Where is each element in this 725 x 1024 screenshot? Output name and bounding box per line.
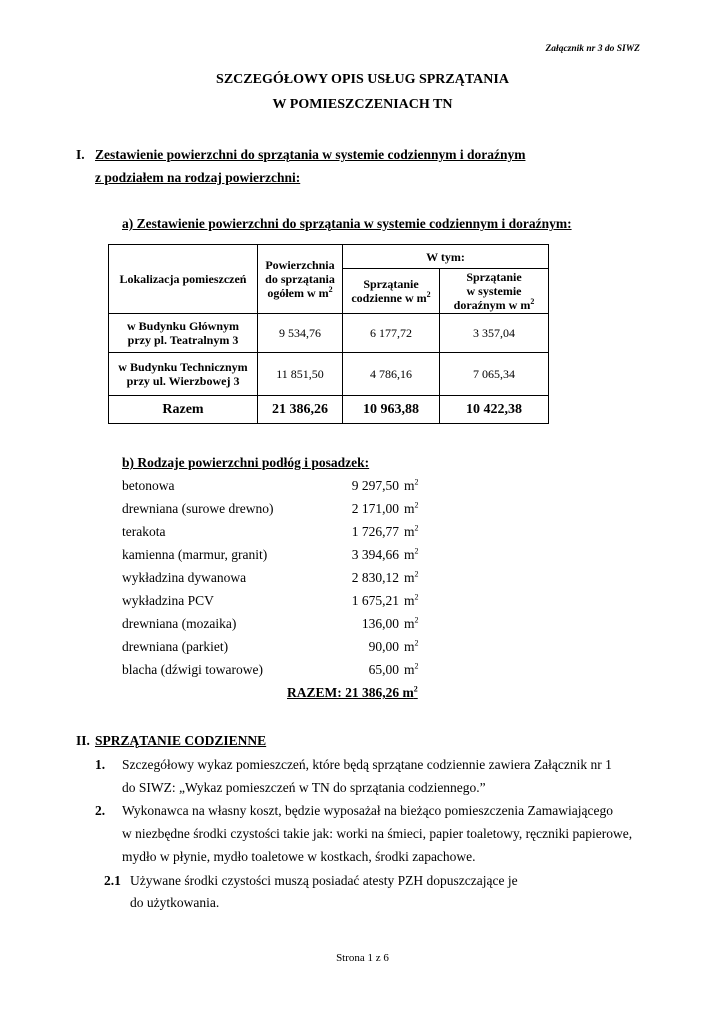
section2-number: II. xyxy=(76,733,90,748)
row1-daily: 6 177,72 xyxy=(343,314,440,353)
floor-type-label: drewniana (surowe drewno) xyxy=(122,501,274,516)
header-adhoc-line1: Sprzątanie xyxy=(466,270,522,284)
unit-sup: 2 xyxy=(414,546,419,556)
header-daily xyxy=(343,269,440,314)
unit-text: m xyxy=(404,593,415,608)
floors-total-sup: 2 xyxy=(413,684,418,694)
header-wtym xyxy=(343,245,549,269)
floor-type-label: wykładzina dywanowa xyxy=(122,570,247,585)
unit-sup: 2 xyxy=(414,523,419,533)
table-row xyxy=(109,353,549,396)
floor-type-label: drewniana (mozaika) xyxy=(122,616,237,631)
header-daily-line2: codzienne w m xyxy=(351,291,427,305)
sum-daily: 10 963,88 xyxy=(343,396,440,424)
p2-line1: Wykonawca na własny koszt, będzie wyposażał na bieżąco pomieszczenia Zamawiającego xyxy=(122,803,613,818)
header-location-text: Lokalizacja pomieszczeń xyxy=(119,272,247,286)
unit-text: m xyxy=(404,662,415,677)
page-footer: Strona 1 z 6 xyxy=(336,952,389,964)
floor-type-value: 3 394,66 xyxy=(351,547,399,562)
section1-number: I. xyxy=(76,147,85,162)
floor-type-unit xyxy=(404,524,419,540)
unit-text: m xyxy=(404,501,415,516)
sum-total: 21 386,26 xyxy=(258,396,343,424)
header-daily-line1: Sprzątanie xyxy=(363,277,419,291)
unit-text: m xyxy=(404,524,415,539)
p21-line1: Używane środki czystości muszą posiadać atesty PZH dopuszczające je xyxy=(130,873,518,888)
p21-line2: do użytkowania. xyxy=(130,895,220,910)
unit-sup: 2 xyxy=(414,500,419,510)
floors-total-text: RAZEM: 21 386,26 m xyxy=(287,685,414,700)
header-total-line2: do sprzątania xyxy=(265,272,335,286)
floor-type-value: 1 675,21 xyxy=(351,593,399,608)
p1-line1: Szczegółowy wykaz pomieszczeń, które będą sprzątane codziennie zawiera Załącznik nr 1 xyxy=(122,757,612,772)
floor-type-label: drewniana (parkiet) xyxy=(122,639,229,654)
header-daily-sup: 2 xyxy=(426,290,431,299)
section1-heading-line2: z podziałem na rodzaj powierzchni: xyxy=(95,170,301,185)
floor-type-value: 65,00 xyxy=(368,662,399,677)
floor-type-value: 1 726,77 xyxy=(351,524,399,539)
floor-type-label: betonowa xyxy=(122,478,175,493)
header-location xyxy=(109,245,258,314)
subsection-b-heading: b) Rodzaje powierzchni podłóg i posadzek: xyxy=(122,455,370,470)
unit-sup: 2 xyxy=(414,615,419,625)
row2-total: 11 851,50 xyxy=(258,353,343,396)
header-wtym-text: W tym: xyxy=(426,249,465,264)
floors-total xyxy=(287,685,418,701)
unit-text: m xyxy=(404,639,415,654)
header-adhoc-sup: 2 xyxy=(530,297,535,306)
floor-type-value: 2 830,12 xyxy=(351,570,399,585)
document-title-line2: W POMIESZCZENIACH TN xyxy=(272,97,453,112)
surface-table xyxy=(108,244,549,424)
floor-type-unit xyxy=(404,616,419,632)
unit-sup: 2 xyxy=(414,661,419,671)
unit-sup: 2 xyxy=(414,638,419,648)
row1-location-line2: przy pl. Teatralnym 3 xyxy=(127,333,239,347)
row2-location-line2: przy ul. Wierzbowej 3 xyxy=(126,374,240,388)
row2-daily: 4 786,16 xyxy=(343,353,440,396)
p1-line2: do SIWZ: „Wykaz pomieszczeń w TN do sprzątania codziennego.” xyxy=(122,780,486,795)
header-total-sup: 2 xyxy=(328,285,333,294)
row1-adhoc: 3 357,04 xyxy=(440,314,549,353)
floor-type-label: blacha (dźwigi towarowe) xyxy=(122,662,263,677)
header-total-line3: ogółem w m xyxy=(267,286,329,300)
row2-location xyxy=(109,353,258,396)
header-adhoc-line3: doraźnym w m xyxy=(453,298,531,312)
floor-type-unit xyxy=(404,501,419,517)
header-total xyxy=(258,245,343,314)
subsection-a-heading: a) Zestawienie powierzchni do sprzątania w systemie codziennym i doraźnym: xyxy=(122,216,572,231)
floor-type-label: wykładzina PCV xyxy=(122,593,214,608)
p2-number: 2. xyxy=(95,803,106,818)
unit-text: m xyxy=(404,547,415,562)
floor-type-value: 90,00 xyxy=(368,639,399,654)
floor-type-value: 2 171,00 xyxy=(351,501,399,516)
floor-type-unit xyxy=(404,639,419,655)
section2-heading: SPRZĄTANIE CODZIENNE xyxy=(95,733,267,748)
floor-type-unit xyxy=(404,662,419,678)
header-total-line1: Powierzchnia xyxy=(265,258,335,272)
floor-type-label: kamienna (marmur, granit) xyxy=(122,547,268,562)
section1-heading-line1: Zestawienie powierzchni do sprzątania w systemie codziennym i doraźnym xyxy=(95,147,526,162)
row1-location-line1: w Budynku Głównym xyxy=(126,319,240,333)
header-adhoc xyxy=(440,269,549,314)
row2-adhoc: 7 065,34 xyxy=(440,353,549,396)
document-title-line1: SZCZEGÓŁOWY OPIS USŁUG SPRZĄTANIA xyxy=(216,72,509,87)
header-adhoc-line2: w systemie xyxy=(466,284,522,298)
sum-label: Razem xyxy=(109,396,258,424)
floor-type-unit xyxy=(404,570,419,586)
floor-type-unit xyxy=(404,547,419,563)
unit-sup: 2 xyxy=(414,569,419,579)
row1-location xyxy=(109,314,258,353)
sum-adhoc: 10 422,38 xyxy=(440,396,549,424)
floor-type-value: 9 297,50 xyxy=(351,478,399,493)
unit-text: m xyxy=(404,478,415,493)
row1-total: 9 534,76 xyxy=(258,314,343,353)
floor-type-unit xyxy=(404,593,419,609)
unit-text: m xyxy=(404,616,415,631)
unit-text: m xyxy=(404,570,415,585)
p1-number: 1. xyxy=(95,757,106,772)
unit-sup: 2 xyxy=(414,477,419,487)
p2-line2: w niezbędne środki czystości takie jak: worki na śmieci, papier toaletowy, ręczniki papierowe, xyxy=(122,826,633,841)
annex-label: Załącznik nr 3 do SIWZ xyxy=(545,44,640,54)
table-row xyxy=(109,314,549,353)
floor-type-unit xyxy=(404,478,419,494)
row2-location-line1: w Budynku Technicznym xyxy=(118,360,248,374)
p2-line3: mydło w płynie, mydło toaletowe w kostkach, środki zapachowe. xyxy=(122,849,476,864)
p21-number: 2.1 xyxy=(104,873,121,888)
unit-sup: 2 xyxy=(414,592,419,602)
floor-type-label: terakota xyxy=(122,524,166,539)
table-sum-row xyxy=(109,396,549,424)
floor-type-value: 136,00 xyxy=(361,616,399,631)
